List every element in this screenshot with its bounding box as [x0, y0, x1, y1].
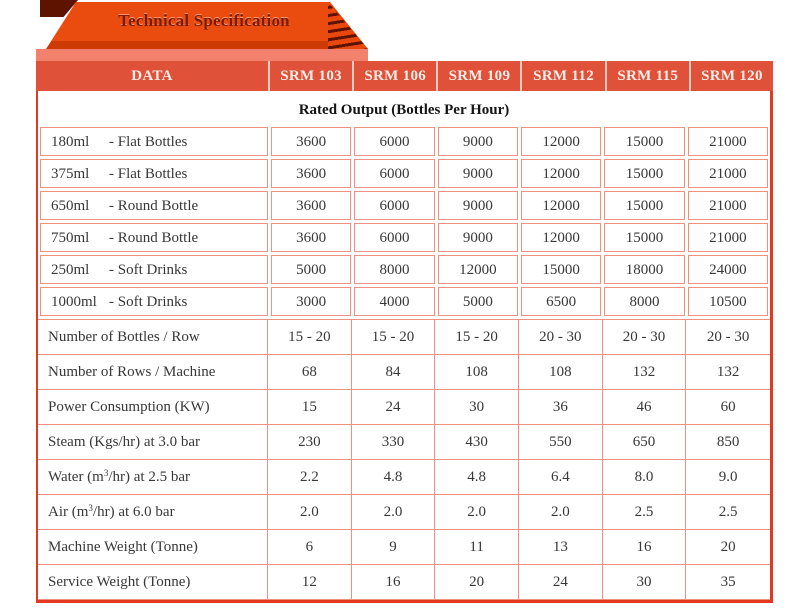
bottle-type: - Round Bottle — [109, 230, 199, 246]
cell-value: 24000 — [688, 255, 768, 284]
label-text: /hr) at 6.0 bar — [92, 504, 175, 520]
cell-value: 8000 — [604, 287, 684, 316]
cell-value: 6500 — [521, 287, 601, 316]
label-text: Number of Rows / Machine — [48, 364, 216, 380]
cell-value: 3600 — [271, 159, 351, 188]
header-cell-model: SRM 109 — [438, 61, 520, 91]
cell-value: 108 — [519, 355, 603, 390]
cell-value: 6000 — [354, 159, 434, 188]
cell-value: 132 — [686, 355, 770, 390]
cell-value: 5000 — [271, 255, 351, 284]
cell-value: 15 - 20 — [352, 320, 436, 355]
cell-value: 15 - 20 — [435, 320, 519, 355]
table-subheader: Rated Output (Bottles Per Hour) — [298, 102, 510, 118]
cell-value: 3600 — [271, 127, 351, 156]
cell-value: 16 — [352, 565, 436, 600]
cell-value: 12000 — [438, 255, 518, 284]
header-cell-model: SRM 112 — [522, 61, 604, 91]
cell-value: 21000 — [688, 223, 768, 252]
cell-value: 2.0 — [352, 495, 436, 530]
cell-value: 2.0 — [268, 495, 352, 530]
cell-value: 2.0 — [435, 495, 519, 530]
cell-value: 24 — [352, 390, 436, 425]
cell-value: 6000 — [354, 127, 434, 156]
cell-value: 20 - 30 — [686, 320, 770, 355]
cell-value: 6000 — [354, 191, 434, 220]
cell-value: 20 — [435, 565, 519, 600]
bottle-type: - Flat Bottles — [109, 134, 188, 150]
cell-value: 24 — [519, 565, 603, 600]
bottle-type: - Flat Bottles — [109, 166, 188, 182]
bottle-size: 1000ml — [51, 294, 97, 310]
label-text: Service Weight (Tonne) — [48, 574, 191, 590]
cell-value: 20 - 30 — [519, 320, 603, 355]
cell-value: 36 — [519, 390, 603, 425]
cell-value: 15000 — [521, 255, 601, 284]
cell-value: 2.0 — [519, 495, 603, 530]
cell-value: 4000 — [354, 287, 434, 316]
cell-value: 330 — [352, 425, 436, 460]
header-cell-model: SRM 115 — [607, 61, 689, 91]
header-cell-model: SRM 106 — [354, 61, 436, 91]
cell-value: 20 — [686, 530, 770, 565]
row-label — [38, 320, 268, 355]
cell-value: 9000 — [438, 127, 518, 156]
cell-value: 84 — [352, 355, 436, 390]
row-label — [40, 127, 268, 156]
row-label — [40, 287, 268, 316]
cell-value: 650 — [603, 425, 687, 460]
cell-value: 46 — [603, 390, 687, 425]
header-cell-data: DATA — [36, 61, 268, 91]
cell-value: 6 — [268, 530, 352, 565]
row-label — [40, 223, 268, 252]
header-cell-model: SRM 103 — [270, 61, 352, 91]
bottle-size: 250ml — [51, 262, 90, 278]
cell-value: 21000 — [688, 191, 768, 220]
row-label — [38, 390, 268, 425]
label-text: Steam (Kgs/hr) at 3.0 bar — [48, 434, 201, 450]
cell-value: 8000 — [354, 255, 434, 284]
bottle-size: 375ml — [51, 166, 90, 182]
cell-value: 9 — [352, 530, 436, 565]
label-superscript: 3 — [103, 468, 109, 478]
cell-value: 13 — [519, 530, 603, 565]
cell-value: 30 — [435, 390, 519, 425]
cell-value: 60 — [686, 390, 770, 425]
cell-value: 68 — [268, 355, 352, 390]
cell-value: 8.0 — [603, 460, 687, 495]
row-label — [38, 460, 268, 495]
header-shadow-strip — [36, 49, 368, 61]
cell-value: 132 — [603, 355, 687, 390]
row-label — [40, 191, 268, 220]
cell-value: 108 — [435, 355, 519, 390]
header-cell-model: SRM 120 — [691, 61, 773, 91]
cell-value: 2.5 — [603, 495, 687, 530]
cell-value: 430 — [435, 425, 519, 460]
bottle-size: 750ml — [51, 230, 90, 246]
cell-value: 4.8 — [435, 460, 519, 495]
label-text: Number of Bottles / Row — [48, 329, 200, 345]
cell-value: 550 — [519, 425, 603, 460]
cell-value: 18000 — [604, 255, 684, 284]
cell-value: 35 — [686, 565, 770, 600]
cell-value: 15000 — [604, 223, 684, 252]
cell-value: 15 - 20 — [268, 320, 352, 355]
cell-value: 15000 — [604, 127, 684, 156]
cell-value: 9000 — [438, 159, 518, 188]
cell-value: 20 - 30 — [603, 320, 687, 355]
cell-value: 11 — [435, 530, 519, 565]
row-label — [38, 355, 268, 390]
row-label — [38, 495, 268, 530]
cell-value: 9.0 — [686, 460, 770, 495]
spec-rows-section — [38, 319, 770, 600]
cell-value: 15000 — [604, 159, 684, 188]
cell-value: 6000 — [354, 223, 434, 252]
bottle-size: 180ml — [51, 134, 90, 150]
label-text: /hr) at 2.5 bar — [108, 469, 190, 485]
cell-value: 3600 — [271, 191, 351, 220]
label-text: Air (m — [48, 504, 89, 520]
cell-value: 16 — [603, 530, 687, 565]
cell-value: 12000 — [521, 127, 601, 156]
cell-value: 21000 — [688, 159, 768, 188]
rated-output-section — [38, 127, 770, 319]
row-label — [40, 255, 268, 284]
cell-value: 12000 — [521, 223, 601, 252]
cell-value: 21000 — [688, 127, 768, 156]
page-title: Technical Specification — [118, 11, 290, 30]
cell-value: 15000 — [604, 191, 684, 220]
row-label — [40, 159, 268, 188]
cell-value: 12 — [268, 565, 352, 600]
label-text: Water (m — [48, 469, 104, 485]
label-text: Machine Weight (Tonne) — [48, 539, 198, 555]
bottle-type: - Soft Drinks — [109, 294, 188, 310]
cell-value: 15 — [268, 390, 352, 425]
bottle-size: 650ml — [51, 198, 90, 214]
cell-value: 12000 — [521, 159, 601, 188]
bottle-type: - Round Bottle — [109, 198, 199, 214]
cell-value: 12000 — [521, 191, 601, 220]
cell-value: 4.8 — [352, 460, 436, 495]
cell-value: 9000 — [438, 223, 518, 252]
spec-table — [36, 91, 773, 603]
row-label — [38, 530, 268, 565]
row-label — [38, 425, 268, 460]
cell-value: 3600 — [271, 223, 351, 252]
label-superscript: 3 — [88, 503, 93, 513]
cell-value: 850 — [686, 425, 770, 460]
cell-value: 2.2 — [268, 460, 352, 495]
cell-value: 30 — [603, 565, 687, 600]
cell-value: 9000 — [438, 191, 518, 220]
cell-value: 2.5 — [686, 495, 770, 530]
bottle-type: - Soft Drinks — [109, 262, 188, 278]
label-text: Power Consumption (KW) — [48, 399, 210, 415]
row-label — [38, 565, 268, 600]
cell-value: 3000 — [271, 287, 351, 316]
cell-value: 5000 — [438, 287, 518, 316]
cell-value: 10500 — [688, 287, 768, 316]
cell-value: 230 — [268, 425, 352, 460]
table-header-row — [36, 61, 773, 91]
cell-value: 6.4 — [519, 460, 603, 495]
